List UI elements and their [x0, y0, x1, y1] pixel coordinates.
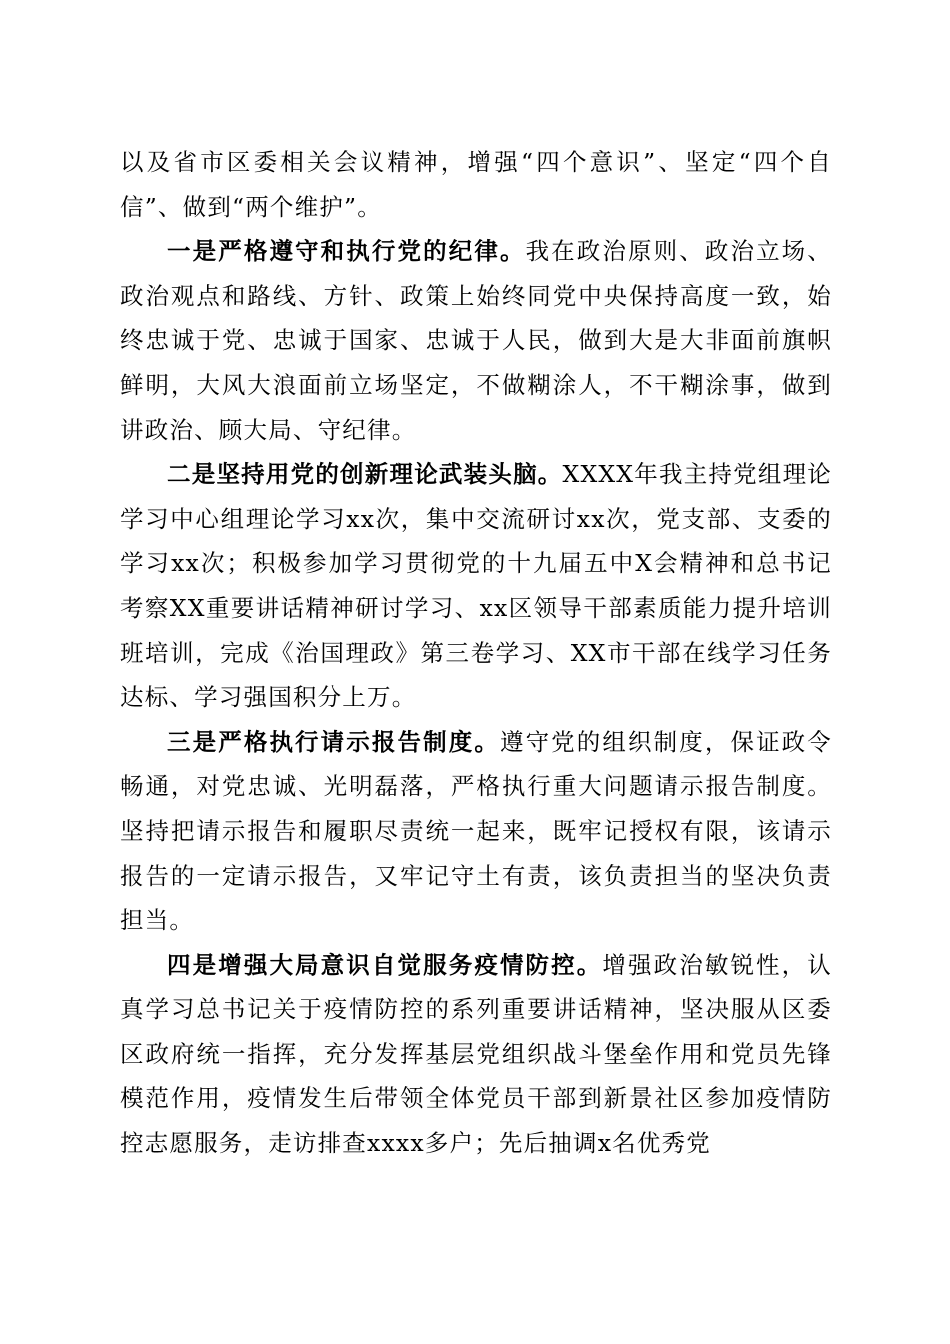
paragraph-text: 遵守党的组织制度，保证政令畅通，对党忠诚、光明磊落，严格执行重大问题请示报告制度。坚持把请示报告和履职尽责统一起来，既牢记授权有限，该请示报告的一定请示报告，又牢记守土有责，该负责担当的坚决负责担当。: [120, 727, 832, 935]
paragraph-text: 增强政治敏锐性，认真学习总书记关于疫情防控的系列重要讲话精神，坚决服从区委区政府统一指挥，充分发挥基层党组织战斗堡垒作用和党员先锋模范作用，疫情发生后带领全体党员干部到新景社区参加疫情防控志愿服务，走访排查xxxx多户；先后抽调x名优秀党: [120, 950, 832, 1158]
paragraph-epidemic: [120, 943, 832, 1166]
paragraph-continuation: [120, 140, 832, 229]
paragraph-text: XXXX年我主持党组理论学习中心组理论学习xx次，集中交流研讨xx次，党支部、支委的学习xx次；积极参加学习贯彻党的十九届五中X会精神和总书记考察XX重要讲话精神研讨学习、xx区领导干部素质能力提升培训班培训，完成《治国理政》第三卷学习、XX市干部在线学习任务达标、学习强国积分上万。: [120, 460, 832, 712]
paragraph-text: 我在政治原则、政治立场、政治观点和路线、方针、政策上始终同党中央保持高度一致，始终忠诚于党、忠诚于国家、忠诚于人民，做到大是大非面前旗帜鲜明，大风大浪面前立场坚定，不做糊涂人，不干糊涂事，做到讲政治、顾大局、守纪律。: [120, 237, 832, 444]
paragraph-discipline: [120, 229, 832, 452]
paragraph-lead: 二是坚持用党的创新理论武装头脑。: [167, 460, 563, 489]
paragraph-theory: [120, 452, 832, 720]
paragraph-lead: 三是严格执行请示报告制度。: [167, 727, 500, 756]
document-body: [120, 140, 832, 1166]
paragraph-text: 以及省市区委相关会议精神，增强“四个意识”、坚定“四个自信”、做到“两个维护”。: [120, 148, 832, 221]
paragraph-lead: 四是增强大局意识自觉服务疫情防控。: [167, 950, 603, 979]
paragraph-lead: 一是严格遵守和执行党的纪律。: [167, 237, 526, 266]
paragraph-reporting: [120, 720, 832, 943]
